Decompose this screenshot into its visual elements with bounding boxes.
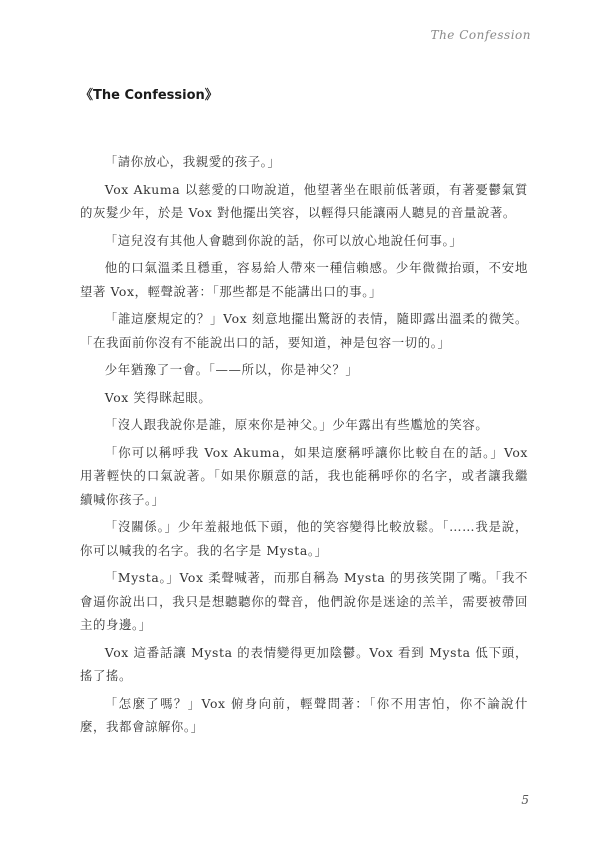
paragraph: 「請你放心，我親愛的孩子。」	[104, 154, 281, 169]
page-number: 5	[521, 793, 529, 807]
paragraph: 少年猶豫了一會。「——所以，你是神父？」	[104, 362, 359, 377]
paragraph: 「Mysta。」Vox 柔聲喊著，而那自稱為 Mysta 的男孩笑開了嘴。「我不會逼你說出口，我只是想聽聽你的聲音，他們說你是迷途的羔羊，需要被帶回主的身邊。」	[80, 570, 528, 632]
paragraph: 「你可以稱呼我 Vox Akuma，如果這麼稱呼讓你比較自在的話。」Vox 用著輕快的口氣說著。「如果你願意的話，我也能稱呼你的名字，或者讓我繼續喊你孩子。」	[80, 444, 528, 507]
paragraph: Vox Akuma 以慈愛的口吻說道，他望著坐在眼前低著頭，有著憂鬱氣質的灰髮少年，於是 Vox 對他擺出笑容，以輕得只能讓兩人聽見的音量說著。	[80, 181, 528, 220]
paragraph: 「沒人跟我說你是誰，原來你是神父。」少年露出有些尷尬的笑容。	[104, 417, 489, 432]
paragraph: 他的口氣溫柔且穩重，容易給人帶來一種信賴感。少年微微抬頭，不安地望著 Vox，輕聲說著：「那些都是不能講出口的事。」	[80, 260, 528, 299]
running-header: The Confession	[430, 28, 531, 42]
paragraph: 「誰這麼規定的？」Vox 刻意地擺出驚訝的表情，隨即露出溫柔的微笑。「在我面前你沒有不能說出口的話，要知道，神是包容一切的。」	[80, 311, 528, 350]
paragraph: Vox 這番話讓 Mysta 的表情變得更加陰鬱。Vox 看到 Mysta 低下頭，搖了搖。	[80, 644, 528, 683]
chapter-title: 《The Confession》	[80, 88, 218, 103]
body-text	[80, 150, 528, 743]
paragraph: 「沒關係。」少年羞赧地低下頭，他的笑容變得比較放鬆。「……我是說，你可以喊我的名字。我的名字是 Mysta。」	[80, 519, 528, 558]
paragraph: 「這兒沒有其他人會聽到你說的話，你可以放心地說任何事。」	[104, 232, 463, 248]
paragraph: 「怎麼了嗎？」Vox 俯身向前，輕聲問著：「你不用害怕，你不論說什麼，我都會諒解你。」	[80, 695, 528, 734]
paragraph: Vox 笑得眯起眼。	[104, 389, 212, 405]
